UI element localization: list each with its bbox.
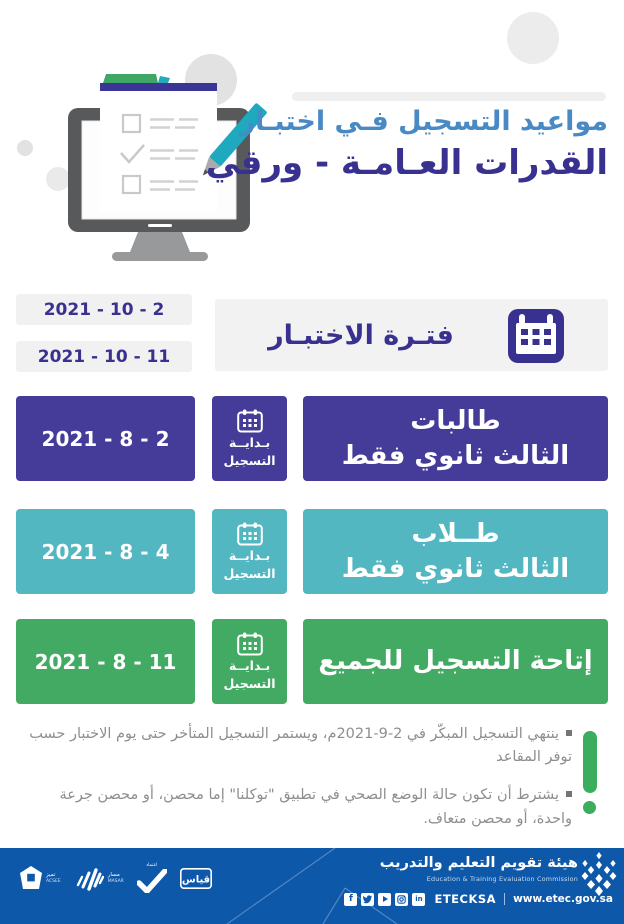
note-item: يشترط أن تكون حالة الوضع الصحي في تطبيق "توكلنا" إما محصن، أو محصن جرعة واحدة، أو محصن متعاف. xyxy=(59,787,572,827)
audience-box xyxy=(303,396,608,481)
badge-label: التسجيل xyxy=(223,675,276,691)
badge-label: بـدايــة xyxy=(228,434,271,450)
audience-title: طــلاب xyxy=(411,519,500,550)
exam-date-from: 2021 - 10 - 2 xyxy=(16,294,192,325)
badge-label: بـدايــة xyxy=(228,547,271,563)
registration-row xyxy=(0,509,624,594)
youtube-icon[interactable] xyxy=(378,893,391,906)
divider xyxy=(504,893,505,905)
decorative-circle xyxy=(17,140,33,156)
audience-title: إتاحة التسجيل للجميع xyxy=(318,646,593,677)
decorative-circle xyxy=(46,167,70,191)
tamayoz-logo: تميز ACSEE xyxy=(20,866,61,890)
footer-bar xyxy=(0,848,624,924)
registration-start-badge xyxy=(212,396,287,481)
org-name-english: Education & Training Evaluation Commission xyxy=(426,875,578,883)
qiyas-box-icon xyxy=(180,868,212,889)
exclamation-icon xyxy=(583,731,597,793)
start-date: 2021 - 8 - 11 xyxy=(16,619,195,704)
exam-period-label: فتـرة الاختبـار xyxy=(268,319,454,351)
etec-tree-logo xyxy=(578,852,620,896)
decorative-circle xyxy=(507,12,559,64)
audience-subtitle: الثالث ثانوي فقط xyxy=(341,440,570,471)
audience-subtitle: الثالث ثانوي فقط xyxy=(341,553,570,584)
qiyas-logo xyxy=(180,868,212,889)
calendar-icon xyxy=(237,522,263,546)
badge-label: التسجيل xyxy=(223,565,276,581)
facebook-icon[interactable]: f xyxy=(344,893,357,906)
checkmark-icon xyxy=(137,869,167,893)
checklist-document-icon xyxy=(100,74,217,212)
notes-section xyxy=(20,723,572,846)
registration-row xyxy=(0,396,624,481)
audience-box xyxy=(303,619,608,704)
bullet-square-icon xyxy=(566,730,572,736)
registration-row xyxy=(0,619,624,704)
page-title: القدرات العـامـة - ورقي xyxy=(205,143,608,183)
twitter-icon[interactable] xyxy=(361,893,374,906)
page-subtitle: مواعيد التسجيل فـي اختبـار xyxy=(239,106,608,137)
org-name-arabic: هيئة تقويم التعليم والتدريب xyxy=(379,855,578,871)
masar-logo: مسار MASAR xyxy=(74,865,124,891)
exclamation-icon xyxy=(583,801,596,814)
badge-label: التسجيل xyxy=(223,452,276,468)
exam-period-box xyxy=(215,299,608,371)
header-divider-bar xyxy=(292,92,606,101)
badge-label: بـدايــة xyxy=(228,657,271,673)
etimad-logo: اعتماد xyxy=(137,863,167,893)
social-links-row xyxy=(344,892,613,906)
exam-date-to: 2021 - 10 - 11 xyxy=(16,341,192,372)
social-handle: ETECKSA xyxy=(434,892,497,906)
linkedin-icon[interactable]: in xyxy=(412,893,425,906)
calendar-icon xyxy=(237,409,263,433)
calendar-icon xyxy=(507,306,565,364)
shield-icon xyxy=(20,866,42,890)
instagram-icon[interactable] xyxy=(395,893,408,906)
audience-title: طالبات xyxy=(410,406,501,437)
registration-start-badge xyxy=(212,619,287,704)
calendar-icon xyxy=(237,632,263,656)
bullet-square-icon xyxy=(566,791,572,797)
start-date: 2021 - 8 - 4 xyxy=(16,509,195,594)
audience-box xyxy=(303,509,608,594)
stripes-icon xyxy=(74,865,104,891)
start-date: 2021 - 8 - 2 xyxy=(16,396,195,481)
svg-text:قياس: قياس xyxy=(181,874,210,885)
partner-logos xyxy=(20,863,212,893)
note-item: ينتهي التسجيل المبكّر في 2-9-2021م، ويستمر التسجيل المتأخر حتى يوم الاختبار حسب توفر المقاعد xyxy=(29,726,572,766)
registration-start-badge xyxy=(212,509,287,594)
website-link[interactable]: www.etec.gov.sa xyxy=(513,893,613,905)
